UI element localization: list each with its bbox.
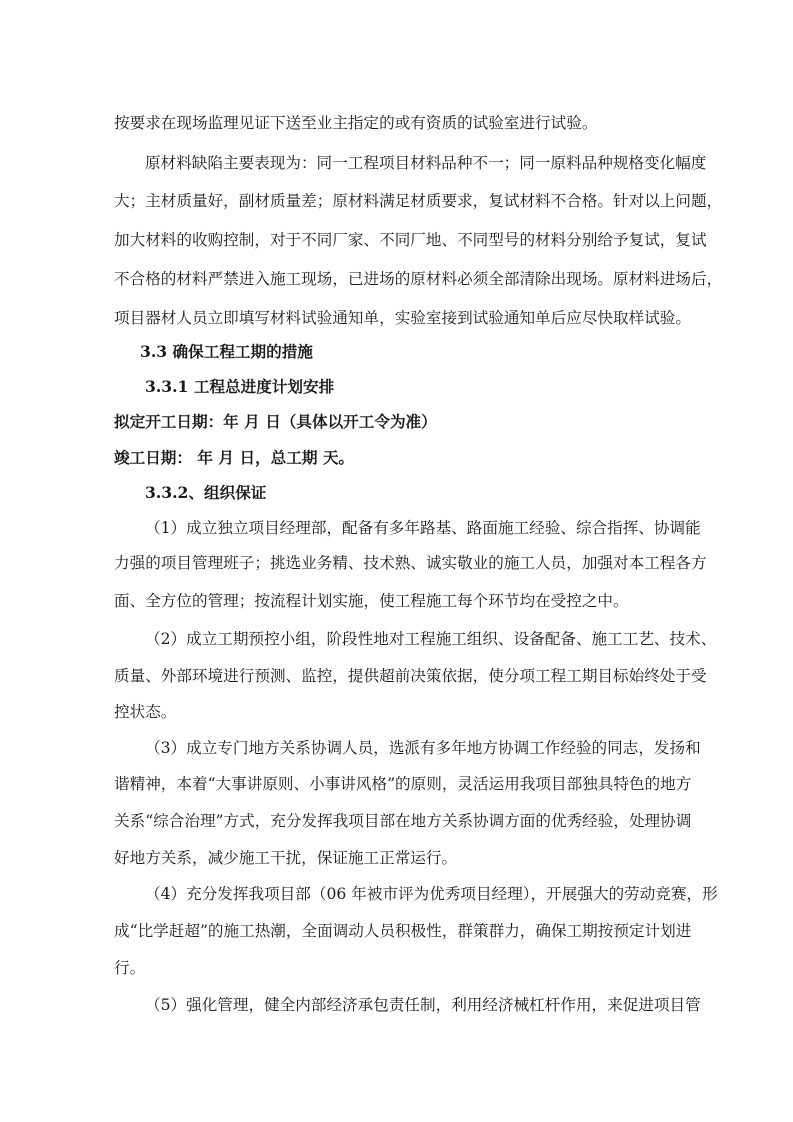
- paragraph-line: 谐精神，本着“大事讲原则、小事讲风格”的原则，灵活运用我项目部独具特色的地方: [114, 775, 692, 793]
- paragraph-line: （3）成立专门地方关系协调人员，选派有多年地方协调工作经验的同志，发扬和: [145, 739, 701, 757]
- paragraph-line: 加大材料的收购控制，对于不同厂家、不同厂地、不同型号的材料分别给予复试，复试: [114, 231, 707, 249]
- paragraph-line: 成“比学赶超”的施工热潮，全面调动人员积极性，群策群力，确保工期按预定计划进: [114, 922, 692, 940]
- paragraph-line: （1）成立独立项目经理部，配备有多年路基、路面施工经验、综合指挥、协调能: [145, 519, 701, 537]
- paragraph-line: 面、全方位的管理；按流程计划实施，使工程施工每个环节均在受控之中。: [114, 592, 629, 610]
- section-heading-3-3-1: 3.3.1 工程总进度计划安排: [145, 377, 335, 396]
- paragraph-line: 行。: [114, 959, 146, 977]
- paragraph-line: 原材料缺陷主要表现为：同一工程项目材料品种不一；同一原料品种规格变化幅度: [145, 154, 707, 172]
- paragraph-line: （2）成立工期预控小组，阶段性地对工程施工组织、设备配备、施工工艺、技术、: [145, 630, 717, 648]
- paragraph-line: 控状态。: [114, 703, 177, 721]
- section-heading-3-3-2: 3.3.2、组织保证: [145, 483, 267, 502]
- paragraph-line: 力强的项目管理班子；挑选业务精、技术熟、诚实敬业的施工人员，加强对本工程各方: [114, 554, 707, 572]
- paragraph-line: 好地方关系，减少施工干扰，保证施工正常运行。: [114, 849, 458, 867]
- section-heading-3-3: 3.3 确保工程工期的措施: [140, 342, 313, 361]
- paragraph-line: 关系“综合治理”方式，充分发挥我项目部在地方关系协调方面的优秀经验，处理协调: [114, 812, 692, 830]
- paragraph-line: 按要求在现场监理见证下送至业主指定的或有资质的试验室进行试验。: [114, 114, 598, 132]
- paragraph-line: 不合格的材料严禁进入施工现场，已进场的原材料必须全部清除出现场。原材料进场后，: [114, 270, 723, 288]
- paragraph-line: 项目器材人员立即填写材料试验通知单，实验室接到试验通知单后应尽快取样试验。: [114, 309, 691, 327]
- start-date-line: 拟定开工日期：年 月 日（具体以开工令为准）: [114, 412, 437, 431]
- finish-date-line: 竣工日期： 年 月 日，总工期 天。: [114, 448, 355, 467]
- paragraph-line: （5）强化管理，健全内部经济承包责任制，利用经济械杠杆作用，来促进项目管: [145, 996, 701, 1014]
- paragraph-line: 大；主材质量好，副材质量差；原材料满足材质要求，复试材料不合格。针对以上问题，: [114, 192, 723, 210]
- paragraph-line: （4）充分发挥我项目部（06 年被市评为优秀项目经理），开展强大的劳动竞赛，形: [145, 885, 718, 903]
- paragraph-line: 质量、外部环境进行预测、监控，提供超前决策依据，使分项工程工期目标始终处于受: [114, 667, 707, 685]
